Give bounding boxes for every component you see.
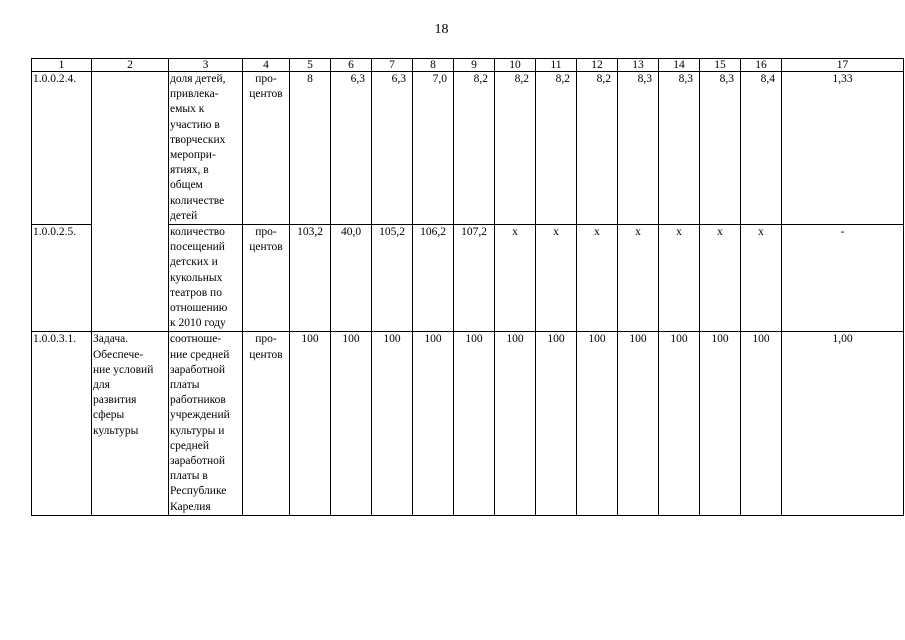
value-cell: 100	[495, 332, 536, 515]
unit-cell: про- центов	[243, 332, 290, 515]
indicator-name: соотноше- ние средней заработной платы работников учреждений культуры и средней заработной платы в Республике Карелия	[169, 332, 243, 515]
value-cell: 100	[659, 332, 700, 515]
row-code: 1.0.0.3.1.	[32, 332, 92, 515]
column-header: 16	[741, 59, 782, 72]
column-header: 12	[577, 59, 618, 72]
column-header: 10	[495, 59, 536, 72]
indicators-table	[31, 58, 904, 516]
value-cell: 100	[454, 332, 495, 515]
value-cell: 100	[290, 332, 331, 515]
value-cell: 106,2	[413, 225, 454, 332]
value-cell: 107,2	[454, 225, 495, 332]
column-header: 9	[454, 59, 495, 72]
value-cell: 100	[577, 332, 618, 515]
value-cell: 8,2	[536, 72, 577, 225]
table-row	[32, 332, 904, 515]
column-header: 11	[536, 59, 577, 72]
value-cell: 8,3	[659, 72, 700, 225]
value-cell: 7,0	[413, 72, 454, 225]
column-header: 8	[413, 59, 454, 72]
value-cell: 8,4	[741, 72, 782, 225]
value-cell: 8,2	[577, 72, 618, 225]
unit-cell: про- центов	[243, 72, 290, 225]
value-cell: 100	[331, 332, 372, 515]
column-header: 17	[782, 59, 904, 72]
column-header: 3	[169, 59, 243, 72]
value-cell: 100	[700, 332, 741, 515]
value-cell: 8,3	[618, 72, 659, 225]
indicator-name: количество посещений детских и кукольных театров по отношению к 2010 году	[169, 225, 243, 332]
value-cell: 100	[372, 332, 413, 515]
value-cell: х	[536, 225, 577, 332]
column-header: 4	[243, 59, 290, 72]
value-cell: 8,2	[495, 72, 536, 225]
column-header: 7	[372, 59, 413, 72]
value-cell: 100	[741, 332, 782, 515]
value-cell: 6,3	[372, 72, 413, 225]
value-cell: 100	[536, 332, 577, 515]
column-header: 14	[659, 59, 700, 72]
value-cell: х	[700, 225, 741, 332]
value-cell: х	[618, 225, 659, 332]
result-cell: 1,33	[782, 72, 904, 225]
result-cell: -	[782, 225, 904, 332]
page-number: 18	[434, 22, 449, 37]
column-header: 6	[331, 59, 372, 72]
task-cell-empty	[92, 72, 169, 332]
value-cell: х	[577, 225, 618, 332]
column-header: 13	[618, 59, 659, 72]
value-cell: х	[659, 225, 700, 332]
value-cell: х	[495, 225, 536, 332]
result-cell: 1,00	[782, 332, 904, 515]
column-header: 5	[290, 59, 331, 72]
value-cell: 8,3	[700, 72, 741, 225]
value-cell: 100	[618, 332, 659, 515]
value-cell: 8,2	[454, 72, 495, 225]
column-header: 1	[32, 59, 92, 72]
unit-cell: про- центов	[243, 225, 290, 332]
value-cell: 100	[413, 332, 454, 515]
row-code: 1.0.0.2.5.	[32, 225, 92, 332]
column-header: 2	[92, 59, 169, 72]
row-code: 1.0.0.2.4.	[32, 72, 92, 225]
value-cell: 6,3	[331, 72, 372, 225]
column-header: 15	[700, 59, 741, 72]
value-cell: 105,2	[372, 225, 413, 332]
task-cell: Задача. Обеспече- ние условий для развития сферы культуры	[92, 332, 169, 515]
table-row	[32, 72, 904, 225]
value-cell: х	[741, 225, 782, 332]
indicator-name: доля детей, привлека- емых к участию в творческих меропри- ятиях, в общем количестве детей	[169, 72, 243, 225]
value-cell: 103,2	[290, 225, 331, 332]
value-cell: 8	[290, 72, 331, 225]
column-number-row	[32, 59, 904, 72]
value-cell: 40,0	[331, 225, 372, 332]
